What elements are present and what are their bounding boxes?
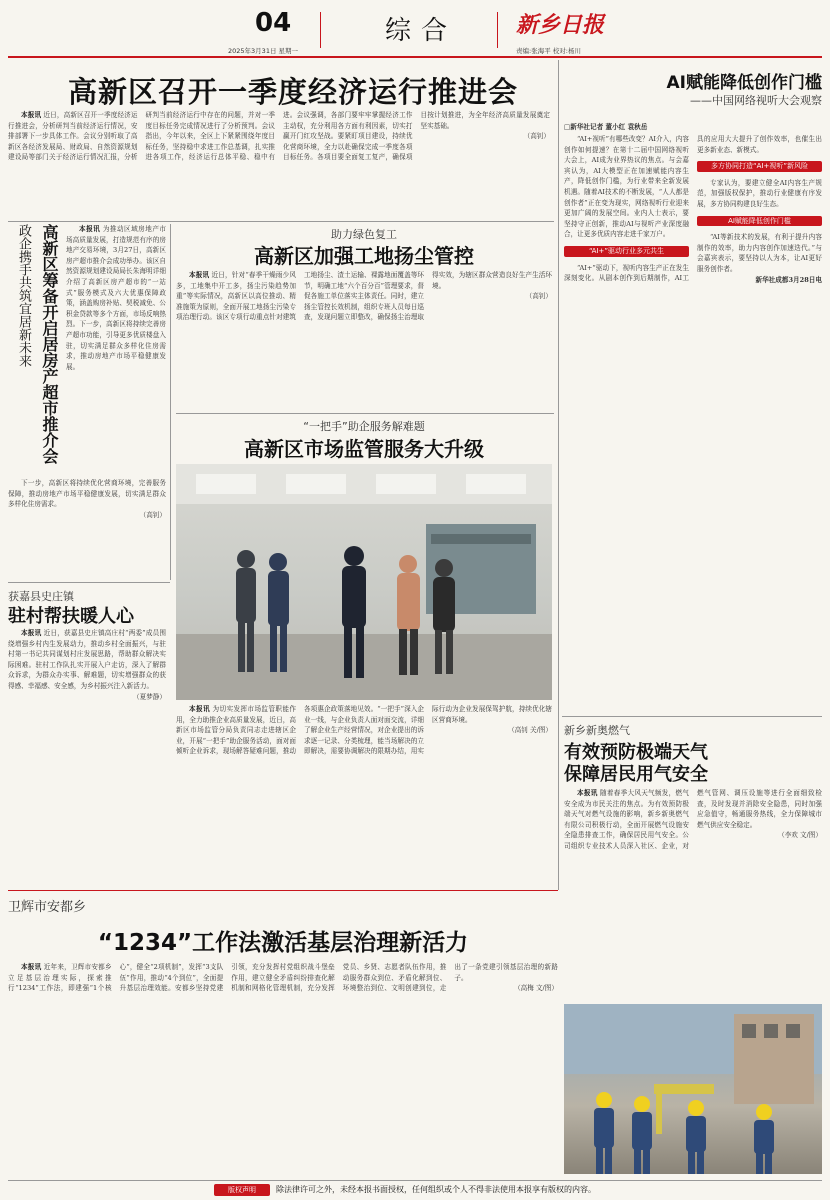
factory-scene-illustration bbox=[176, 464, 552, 700]
lead-byline: 本报讯 bbox=[21, 111, 42, 119]
gas-text: 随着春季大风天气频发，燃气安全成为市民关注的焦点。为有效预防极端天气对燃气设施的影响，新乡新奥燃气有限公司积极行动，全面开展燃气设施安全隐患排查工作，确保居民用气安全。公司组织专业技术人员深入社区、企业，对燃气管网、调压设施等进行全面细致检查，及时发现并消除安全隐患，同时加强应急值守，畅通服务热线，全力保障城市燃气供应安全稳定。 bbox=[564, 789, 822, 850]
ai-signoff: 新华社成都3月28日电 bbox=[755, 275, 822, 284]
story2-byline: 本报讯 bbox=[189, 271, 210, 279]
story3-headline: 高新区市场监管服务大升级 bbox=[244, 437, 484, 461]
housing-body bbox=[66, 224, 166, 474]
weihui-text: 近年来，卫辉市安都乡立足基层治理实际，探索推行“1234”工作法，即建强“1个核心”，健全“2项机制”，发挥“3支队伍”作用，推动“4个到位”，全面提升基层治理效能。安都乡坚持党建引领，充分发挥村党组织战斗堡垒作用，建立健全矛盾纠纷排查化解机制和网格化管理机制，充分发挥党员、乡贤、志愿者队伍作用，推动服务群众到位、矛盾化解到位、环境整治到位、文明创建到位，走出了一条党建引领基层治理的新路子。 bbox=[8, 963, 558, 993]
village-body bbox=[8, 628, 166, 886]
housing-text: 为推动区域房地产市场高质量发展，打造规范有序的房地产交易环境，3月27日，高新区房产超市推介会成功举办。该区自然资源规划建设局局长朱海明详细介绍了高新区房产超市的“一站式”服务模式及六大优惠保障政策，涵盖购房补贴、契税减免、公积金贷款等多个方面，市场反响热烈。下一步，高新区将持续完善房产超市功能，引导更多优质楼盘入驻，切实满足群众多样化住房需求，推动房地产市场平稳健康发展。 bbox=[66, 225, 166, 371]
weihui-kicker: 卫辉市安都乡 bbox=[8, 900, 87, 915]
village-signoff: （夏梦静） bbox=[133, 692, 166, 701]
gas-headline-1: 有效预防极端天气 bbox=[564, 742, 708, 763]
story2-text: 近日，针对“春季干燥雨少风多，工地集中开工多，扬尘污染趋势加重”等实际情况，高新区以高位推动、精准施策为原则，全面开展工地扬尘污染专项治理行动。该区专项行动重点针对建筑工地扬尘、渣土运输、裸露地面覆盖等环节，明确工地“六个百分百”管理要求，督促各施工单位落实主体责任。同时，建立扬尘管控长效机制，组织专班人员每日巡查，发现问题立即整改，确保扬尘治理取得实效，为辖区群众营造良好生产生活环境。 bbox=[176, 271, 552, 322]
lead-body bbox=[8, 110, 550, 218]
gas-workers-illustration bbox=[564, 1004, 822, 1174]
date-line: 2025年3月31日 星期一 bbox=[228, 47, 299, 55]
housing-subtitle: 政企携手共筑宜居新未来 bbox=[16, 224, 31, 367]
story2-signoff: （高钊） bbox=[525, 292, 552, 301]
gas-photo bbox=[564, 1004, 822, 1174]
ai-subtitle: ——中国网络视听大会观察 bbox=[690, 94, 822, 107]
village-headline: 驻村帮扶暖人心 bbox=[8, 606, 134, 627]
lead-signoff: （高钊） bbox=[523, 132, 550, 141]
lead-text: 近日，高新区召开一季度经济运行推进会，分析研判当前经济运行情况，安排部署下一步具体工作。会议分别听取了高新区各经济发展局、财政局、自然资源规划建设局等部门关于经济运行情况汇报，分析研判当前经济运行中存在的问题，并对一季度目标任务完成情况进行了分析预判。会议指出，今年以来，全区上下紧紧围绕年度目标任务，坚持稳中求进工作总基调，扎实推进各项工作，经济运行总体平稳、稳中有进。会议强调，各部门要牢牢掌握经济工作主动权，充分利用各方面有利因素，切实打赢开门红攻坚战。要紧盯项目建设，持续优化营商环境，全力以赴确保完成一季度各项目标任务。各项目要全面复工复产，确保项目按计划推进，为全年经济高质量发展奠定坚实基础。 bbox=[8, 111, 550, 162]
story2-headline: 高新区加强工地扬尘管控 bbox=[254, 244, 474, 268]
footer-tag: 版权声明 bbox=[214, 1184, 270, 1196]
village-byline: 本报讯 bbox=[21, 629, 42, 637]
ai-tag-1: “AI+”驱动行业多元共生 bbox=[564, 246, 689, 257]
gas-byline: 本报讯 bbox=[577, 789, 598, 797]
ai-text: “AI+视听”有哪些改变？AI介入，内容创作如何提速？在第十二届中国网络视听大会上，AI成为业界热议的焦点。与会嘉宾认为，AI大模型正在加速赋能内容生产，降低创作门槛，为行业带来全新发展机遇。随着AI技术的不断发展，“人人都是创作者”正在变为现实，网络视听行业迎来更加广阔的发展空间。业内人士表示，要坚持守正创新，推动AI与视听产业深度融合，让更多优质内容走进千家万户。 bbox=[564, 135, 689, 239]
gas-headline-2: 保障居民用气安全 bbox=[564, 764, 708, 785]
weihui-byline: 本报讯 bbox=[21, 963, 42, 971]
weihui-signoff: （高梅 文/图） bbox=[514, 984, 558, 993]
newspaper-logo: 新乡日报 bbox=[516, 12, 605, 38]
footer-copyright: 除法律许可之外，未经本报书面授权，任何组织或个人不得非法使用本报享有版权的内容。 bbox=[276, 1185, 596, 1194]
story3-byline: 本报讯 bbox=[189, 705, 210, 713]
housing-byline: 本报讯 bbox=[79, 225, 101, 233]
housing-title: 高新区筹备开启居房产超市推介会 bbox=[40, 224, 59, 464]
story3-body bbox=[176, 704, 552, 886]
housing-body-cont: 下一步，高新区将持续优化营商环境，完善服务保障，推动房地产市场平稳健康发展，切实满足群众多样化住房需求。 （高钊） bbox=[8, 479, 166, 519]
story2-kicker: 助力绿色复工 bbox=[331, 228, 397, 241]
page-number: 04 bbox=[255, 8, 292, 38]
story3-kicker: “一把手”助企服务解难题 bbox=[303, 420, 425, 433]
lead-headline: 高新区召开一季度经济运行推进会 bbox=[68, 75, 519, 109]
gas-kicker: 新乡新奥燃气 bbox=[564, 724, 630, 737]
story3-signoff: （高钊 关/图） bbox=[508, 726, 552, 735]
village-text: 近日，获嘉县史庄镇高庄村“两委”成员围绕增强乡村内生发展动力，推动乡村全面振兴，与驻村第一书记共同谋划村庄发展思路，帮助群众解决实际困难。驻村工作队扎实开展入户走访，深入了解群众诉求，为群众办实事、解难题，切实增强群众的获得感、幸福感、安全感，为乡村振兴注入新活力。 bbox=[8, 629, 166, 690]
ai-body: “AI+视听”有哪些改变？AI介入，内容创作如何提速？在第十二届中国网络视听大会上，AI成为业界热议的焦点。与会嘉宾认为，AI大模型正在加速赋能内容生产，降低创作门槛，为行业带来全新发展机遇。随着AI技术的不断发展，“人人都是创作者”正在变为现实，网络视听行业迎来更加广阔的发展空间。业内人士表示，要坚持守正创新，推动AI与视听产业深度融合，让更多优质内容走进千家万户。 “AI+”驱动行业多元共生 “AI+”驱动下，视听内容生产正在发生深刻变化。从剧本创作到后期制作，AI工具的应用大大提升了创作效率，也催生出更多新业态、新模式。 多方协同打造“AI+视听”新风险 专家认为，要建立健全AI内容生产规范，加强版权保护，推动行业健康有序发展，多方协同构建良好生态。 AI赋能降低创作门槛 “AI等新技术的发展，有利于提升内容制作的效率，助力内容创作加速迭代。”与会嘉宾表示，要坚持以人为本，让AI更好服务创作者。 新华社成都3月28日电 bbox=[564, 135, 822, 284]
ai-tag-3: AI赋能降低创作门槛 bbox=[697, 216, 822, 227]
editors-line: 责编:张海平 校对:杨川 bbox=[516, 47, 581, 55]
ai-tag-2: 多方协同打造“AI+视听”新风险 bbox=[697, 161, 822, 172]
ai-byline: □新华社记者 董小红 袁秋岳 bbox=[564, 123, 648, 131]
gas-signoff: （李欢 文/图） bbox=[778, 831, 822, 840]
village-kicker: 获嘉县史庄镇 bbox=[8, 590, 74, 603]
story3-photo bbox=[176, 464, 552, 700]
weihui-headline: “1234”工作法激活基层治理新活力 bbox=[97, 930, 469, 956]
story3-text: 为切实发挥市场监管职能作用，全力助推企业高质量发展，近日，高新区市场监管分局负责同志走进辖区企业，开展“一把手”助企服务活动，面对面倾听企业诉求，现场解答疑难问题，推动各项惠企政策落地见效。“一把手”深入企业一线，与企业负责人面对面交流，详细了解企业生产经营情况，对企业提出的诉求逐一记录、分类梳理，能当场解决的立即解决，需要协调解决的限期办结，用实际行动为企业发展保驾护航，持续优化辖区营商环境。 bbox=[176, 705, 552, 756]
section-title: 综合 bbox=[385, 16, 458, 46]
story2-body bbox=[176, 270, 552, 410]
housing-signoff: （高钊） bbox=[139, 510, 166, 519]
weihui-body bbox=[8, 962, 558, 1176]
ai-headline: AI赋能降低创作门槛 bbox=[666, 73, 822, 93]
gas-body bbox=[564, 788, 822, 1000]
